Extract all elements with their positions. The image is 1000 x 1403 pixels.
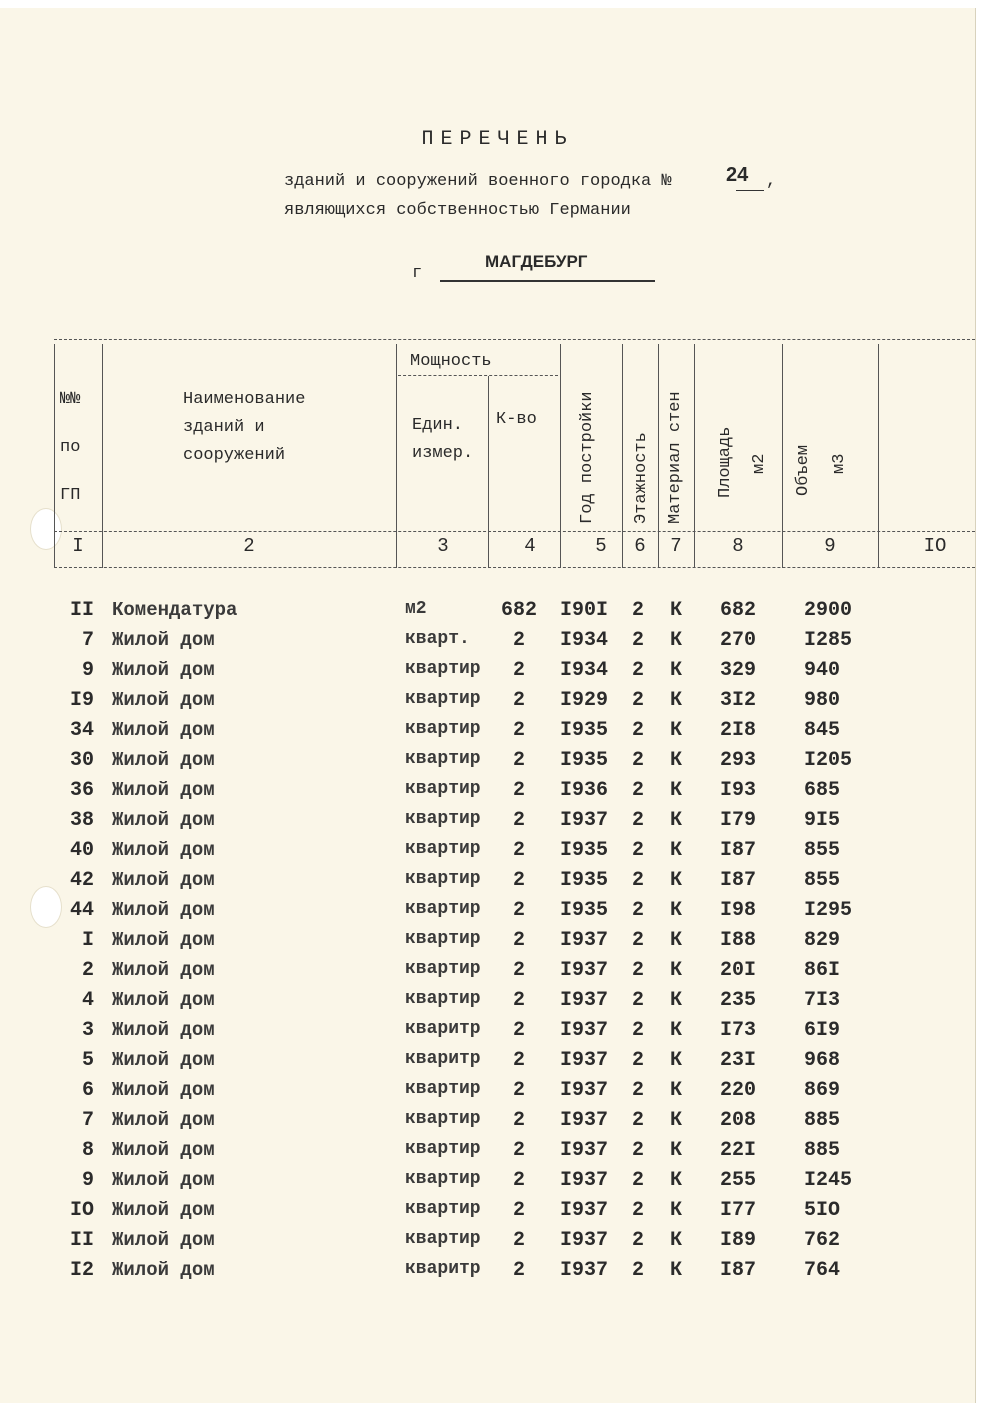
row-volume: 2900 bbox=[804, 599, 853, 622]
col-border bbox=[102, 344, 103, 568]
row-year-built: I937 bbox=[560, 1259, 609, 1282]
row-area: 293 bbox=[720, 749, 757, 772]
header-divider bbox=[54, 531, 975, 532]
column-number: 5 bbox=[595, 535, 607, 557]
row-volume: 855 bbox=[804, 869, 841, 892]
row-year-built: I936 bbox=[560, 779, 609, 802]
row-floors: 2 bbox=[632, 1199, 645, 1222]
document-title: ПЕРЕЧЕНЬ bbox=[421, 128, 574, 151]
row-gp-number: 3 bbox=[81, 1019, 94, 1042]
table-row bbox=[0, 629, 975, 659]
row-area: 3I2 bbox=[720, 689, 757, 712]
row-year-built: I937 bbox=[560, 1049, 609, 1072]
row-area: 208 bbox=[720, 1109, 757, 1132]
city-prefix: г bbox=[412, 264, 423, 283]
row-wall-material: К bbox=[670, 689, 683, 712]
row-area: I79 bbox=[720, 809, 757, 832]
row-gp-number: 5 bbox=[81, 1049, 94, 1072]
row-volume: 968 bbox=[804, 1049, 841, 1072]
row-area: I87 bbox=[720, 869, 757, 892]
row-unit: кваритр bbox=[405, 1019, 481, 1039]
row-unit: квартир bbox=[405, 1229, 481, 1249]
row-volume: 762 bbox=[804, 1229, 841, 1252]
row-floors: 2 bbox=[632, 1169, 645, 1192]
row-quantity: 2 bbox=[512, 1079, 525, 1102]
document-subtitle-line1: зданий и сооружений военного городка № bbox=[284, 172, 672, 191]
header-area: Площадь bbox=[716, 426, 735, 498]
row-gp-number: 9 bbox=[81, 659, 94, 682]
row-quantity: 2 bbox=[512, 1259, 525, 1282]
row-volume: 7I3 bbox=[804, 989, 841, 1012]
table-row bbox=[0, 599, 975, 629]
header-name: Наименование зданий и сооружений bbox=[183, 390, 306, 465]
town-number-underline bbox=[736, 190, 764, 191]
row-wall-material: К bbox=[670, 809, 683, 832]
row-floors: 2 bbox=[632, 659, 645, 682]
row-gp-number: IO bbox=[69, 1199, 94, 1222]
row-quantity: 2 bbox=[512, 749, 525, 772]
row-quantity: 2 bbox=[512, 899, 525, 922]
row-gp-number: I9 bbox=[69, 689, 94, 712]
row-volume: 9I5 bbox=[804, 809, 841, 832]
header-num: №№ по ГП bbox=[60, 390, 81, 505]
row-quantity: 2 bbox=[512, 629, 525, 652]
row-year-built: I937 bbox=[560, 1199, 609, 1222]
row-quantity: 2 bbox=[512, 659, 525, 682]
row-year-built: I937 bbox=[560, 1079, 609, 1102]
row-year-built: I929 bbox=[560, 689, 609, 712]
row-unit: квартир bbox=[405, 959, 481, 979]
row-wall-material: К bbox=[670, 959, 683, 982]
header-qty: К-во bbox=[496, 410, 537, 429]
row-volume: 869 bbox=[804, 1079, 841, 1102]
row-volume: I285 bbox=[804, 629, 853, 652]
row-area: I87 bbox=[720, 839, 757, 862]
row-floors: 2 bbox=[632, 1229, 645, 1252]
row-quantity: 2 bbox=[512, 779, 525, 802]
row-unit: квартир bbox=[405, 809, 481, 829]
row-year-built: I937 bbox=[560, 1229, 609, 1252]
row-quantity: 2 bbox=[512, 869, 525, 892]
row-unit: квартир bbox=[405, 1109, 481, 1129]
column-number: I bbox=[72, 535, 84, 557]
table-row bbox=[0, 1199, 975, 1229]
row-wall-material: К bbox=[670, 1259, 683, 1282]
row-floors: 2 bbox=[632, 599, 645, 622]
table-row bbox=[0, 1229, 975, 1259]
row-building-name: Жилой дом bbox=[112, 1019, 215, 1041]
row-wall-material: К bbox=[670, 1019, 683, 1042]
row-unit: квартир bbox=[405, 869, 481, 889]
row-area: I89 bbox=[720, 1229, 757, 1252]
header-floors: Этажность bbox=[632, 432, 651, 524]
row-quantity: 2 bbox=[512, 719, 525, 742]
row-floors: 2 bbox=[632, 779, 645, 802]
row-year-built: I935 bbox=[560, 749, 609, 772]
row-wall-material: К bbox=[670, 749, 683, 772]
row-building-name: Жилой дом bbox=[112, 1079, 215, 1101]
row-floors: 2 bbox=[632, 749, 645, 772]
row-wall-material: К bbox=[670, 1109, 683, 1132]
header-volume: Объем bbox=[794, 444, 813, 496]
row-floors: 2 bbox=[632, 1109, 645, 1132]
table-row bbox=[0, 869, 975, 899]
row-volume: 940 bbox=[804, 659, 841, 682]
table-row bbox=[0, 1079, 975, 1109]
row-gp-number: 9 bbox=[81, 1169, 94, 1192]
table-header-bottom bbox=[54, 567, 975, 568]
row-wall-material: К bbox=[670, 869, 683, 892]
row-unit: кваритр bbox=[405, 1259, 481, 1279]
row-quantity: 682 bbox=[500, 599, 537, 622]
row-quantity: 2 bbox=[512, 689, 525, 712]
row-volume: 5IO bbox=[804, 1199, 841, 1222]
row-area: 255 bbox=[720, 1169, 757, 1192]
row-gp-number: 30 bbox=[69, 749, 94, 772]
table-row bbox=[0, 749, 975, 779]
row-unit: квартир bbox=[405, 1199, 481, 1219]
col-border bbox=[560, 344, 561, 568]
row-area: 23I bbox=[720, 1049, 757, 1072]
row-area: 22I bbox=[720, 1139, 757, 1162]
row-year-built: I937 bbox=[560, 809, 609, 832]
table-row bbox=[0, 839, 975, 869]
header-area-unit: м2 bbox=[750, 453, 769, 474]
column-number: IO bbox=[923, 535, 947, 557]
row-wall-material: К bbox=[670, 839, 683, 862]
row-area: I88 bbox=[720, 929, 757, 952]
column-number: 6 bbox=[634, 535, 646, 557]
row-quantity: 2 bbox=[512, 809, 525, 832]
row-building-name: Жилой дом bbox=[112, 1109, 215, 1131]
table-row bbox=[0, 899, 975, 929]
row-wall-material: К bbox=[670, 719, 683, 742]
table-row bbox=[0, 989, 975, 1019]
row-building-name: Жилой дом bbox=[112, 1169, 215, 1191]
row-area: I87 bbox=[720, 1259, 757, 1282]
row-gp-number: 7 bbox=[81, 629, 94, 652]
row-building-name: Жилой дом bbox=[112, 1049, 215, 1071]
row-year-built: I937 bbox=[560, 1109, 609, 1132]
row-floors: 2 bbox=[632, 719, 645, 742]
row-area: 2I8 bbox=[720, 719, 757, 742]
city-underline bbox=[440, 280, 655, 282]
table-row bbox=[0, 689, 975, 719]
row-wall-material: К bbox=[670, 629, 683, 652]
row-unit: кварт. bbox=[405, 629, 470, 649]
row-building-name: Жилой дом bbox=[112, 689, 215, 711]
column-number: 8 bbox=[732, 535, 744, 557]
row-floors: 2 bbox=[632, 689, 645, 712]
row-quantity: 2 bbox=[512, 1199, 525, 1222]
table-top-border bbox=[54, 339, 975, 340]
col-border bbox=[396, 344, 397, 568]
header-capacity: Мощность bbox=[410, 352, 492, 371]
row-building-name: Жилой дом bbox=[112, 779, 215, 801]
row-unit: квартир bbox=[405, 1079, 481, 1099]
row-building-name: Жилой дом bbox=[112, 1139, 215, 1161]
row-volume: 885 bbox=[804, 1139, 841, 1162]
row-wall-material: К bbox=[670, 659, 683, 682]
table-row bbox=[0, 1109, 975, 1139]
row-floors: 2 bbox=[632, 929, 645, 952]
table-row bbox=[0, 779, 975, 809]
row-gp-number: I bbox=[81, 929, 94, 952]
row-gp-number: 36 bbox=[69, 779, 94, 802]
row-wall-material: К bbox=[670, 1229, 683, 1252]
row-building-name: Жилой дом bbox=[112, 869, 215, 891]
row-volume: I245 bbox=[804, 1169, 853, 1192]
row-building-name: Комендатура bbox=[112, 599, 238, 621]
row-unit: квартир bbox=[405, 839, 481, 859]
row-unit: квартир bbox=[405, 779, 481, 799]
row-floors: 2 bbox=[632, 1139, 645, 1162]
col-border bbox=[54, 344, 55, 568]
row-volume: I295 bbox=[804, 899, 853, 922]
row-year-built: I937 bbox=[560, 989, 609, 1012]
row-gp-number: 38 bbox=[69, 809, 94, 832]
row-floors: 2 bbox=[632, 1019, 645, 1042]
table-row bbox=[0, 1169, 975, 1199]
row-gp-number: 4 bbox=[81, 989, 94, 1012]
row-floors: 2 bbox=[632, 899, 645, 922]
row-area: I77 bbox=[720, 1199, 757, 1222]
row-quantity: 2 bbox=[512, 959, 525, 982]
row-floors: 2 bbox=[632, 839, 645, 862]
row-volume: 86I bbox=[804, 959, 841, 982]
row-building-name: Жилой дом bbox=[112, 989, 215, 1011]
row-building-name: Жилой дом bbox=[112, 1229, 215, 1251]
row-quantity: 2 bbox=[512, 839, 525, 862]
row-floors: 2 bbox=[632, 629, 645, 652]
row-gp-number: 40 bbox=[69, 839, 94, 862]
row-wall-material: К bbox=[670, 899, 683, 922]
row-volume: 980 bbox=[804, 689, 841, 712]
row-area: I98 bbox=[720, 899, 757, 922]
row-year-built: I934 bbox=[560, 629, 609, 652]
row-wall-material: К bbox=[670, 1079, 683, 1102]
row-volume: 885 bbox=[804, 1109, 841, 1132]
row-quantity: 2 bbox=[512, 989, 525, 1012]
row-floors: 2 bbox=[632, 989, 645, 1012]
row-building-name: Жилой дом bbox=[112, 899, 215, 921]
row-year-built: I937 bbox=[560, 1139, 609, 1162]
table-row bbox=[0, 1019, 975, 1049]
row-building-name: Жилой дом bbox=[112, 929, 215, 951]
row-wall-material: К bbox=[670, 1139, 683, 1162]
row-unit: кваритр bbox=[405, 1049, 481, 1069]
table-row bbox=[0, 929, 975, 959]
header-volume-unit: м3 bbox=[830, 453, 849, 474]
row-area: 329 bbox=[720, 659, 757, 682]
row-floors: 2 bbox=[632, 869, 645, 892]
row-building-name: Жилой дом bbox=[112, 629, 215, 651]
row-floors: 2 bbox=[632, 1259, 645, 1282]
column-number: 7 bbox=[670, 535, 682, 557]
row-year-built: I935 bbox=[560, 719, 609, 742]
city-name: МАГДЕБУРГ bbox=[485, 252, 588, 271]
table-row bbox=[0, 1139, 975, 1169]
row-year-built: I937 bbox=[560, 1019, 609, 1042]
row-gp-number: I2 bbox=[69, 1259, 94, 1282]
row-wall-material: К bbox=[670, 989, 683, 1012]
row-quantity: 2 bbox=[512, 929, 525, 952]
row-gp-number: 8 bbox=[81, 1139, 94, 1162]
row-building-name: Жилой дом bbox=[112, 749, 215, 771]
row-gp-number: 44 bbox=[69, 899, 94, 922]
row-gp-number: 6 bbox=[81, 1079, 94, 1102]
row-wall-material: К bbox=[670, 779, 683, 802]
row-year-built: I935 bbox=[560, 899, 609, 922]
row-floors: 2 bbox=[632, 1079, 645, 1102]
row-wall-material: К bbox=[670, 929, 683, 952]
row-gp-number: 2 bbox=[81, 959, 94, 982]
row-building-name: Жилой дом bbox=[112, 809, 215, 831]
table-row bbox=[0, 659, 975, 689]
row-unit: квартир bbox=[405, 749, 481, 769]
row-gp-number: II bbox=[69, 599, 94, 622]
row-unit: квартир bbox=[405, 1169, 481, 1189]
table-row bbox=[0, 1049, 975, 1079]
row-gp-number: 42 bbox=[69, 869, 94, 892]
row-volume: I205 bbox=[804, 749, 853, 772]
row-building-name: Жилой дом bbox=[112, 959, 215, 981]
row-area: I73 bbox=[720, 1019, 757, 1042]
row-volume: 855 bbox=[804, 839, 841, 862]
row-wall-material: К bbox=[670, 1199, 683, 1222]
row-volume: 764 bbox=[804, 1259, 841, 1282]
row-unit: квартир bbox=[405, 689, 481, 709]
row-year-built: I937 bbox=[560, 959, 609, 982]
header-year: Год постройки bbox=[578, 391, 597, 524]
row-building-name: Жилой дом bbox=[112, 1259, 215, 1281]
row-gp-number: II bbox=[69, 1229, 94, 1252]
row-building-name: Жилой дом bbox=[112, 659, 215, 681]
row-unit: квартир bbox=[405, 659, 481, 679]
row-wall-material: К bbox=[670, 599, 683, 622]
column-number: 9 bbox=[824, 535, 836, 557]
row-quantity: 2 bbox=[512, 1229, 525, 1252]
document-subtitle-line2: являющихся собственностью Германии bbox=[284, 201, 631, 220]
row-quantity: 2 bbox=[512, 1019, 525, 1042]
column-number: 4 bbox=[524, 535, 536, 557]
row-year-built: I937 bbox=[560, 1169, 609, 1192]
col-border bbox=[782, 344, 783, 568]
town-number: 24 bbox=[726, 164, 749, 186]
row-gp-number: 34 bbox=[69, 719, 94, 742]
row-floors: 2 bbox=[632, 959, 645, 982]
row-year-built: I90I bbox=[560, 599, 609, 622]
row-building-name: Жилой дом bbox=[112, 839, 215, 861]
row-unit: м2 bbox=[405, 599, 427, 619]
row-building-name: Жилой дом bbox=[112, 1199, 215, 1221]
row-quantity: 2 bbox=[512, 1169, 525, 1192]
header-unit: Един. измер. bbox=[412, 416, 474, 463]
row-unit: квартир bbox=[405, 719, 481, 739]
col-border bbox=[878, 344, 879, 568]
row-unit: квартир bbox=[405, 989, 481, 1009]
table-row bbox=[0, 809, 975, 839]
row-gp-number: 7 bbox=[81, 1109, 94, 1132]
row-quantity: 2 bbox=[512, 1139, 525, 1162]
row-unit: квартир bbox=[405, 929, 481, 949]
column-number: 3 bbox=[437, 535, 449, 557]
row-year-built: I935 bbox=[560, 839, 609, 862]
row-floors: 2 bbox=[632, 1049, 645, 1072]
row-unit: квартир bbox=[405, 1139, 481, 1159]
row-area: 682 bbox=[720, 599, 757, 622]
row-area: 235 bbox=[720, 989, 757, 1012]
row-year-built: I937 bbox=[560, 929, 609, 952]
row-volume: 6I9 bbox=[804, 1019, 841, 1042]
subtitle-comma: , bbox=[766, 172, 777, 191]
row-year-built: I935 bbox=[560, 869, 609, 892]
column-number: 2 bbox=[243, 535, 255, 557]
col-border bbox=[488, 376, 489, 568]
table-row bbox=[0, 1259, 975, 1289]
row-area: 20I bbox=[720, 959, 757, 982]
row-volume: 685 bbox=[804, 779, 841, 802]
row-wall-material: К bbox=[670, 1049, 683, 1072]
document-sheet bbox=[0, 8, 976, 1403]
row-volume: 845 bbox=[804, 719, 841, 742]
row-quantity: 2 bbox=[512, 1109, 525, 1132]
row-floors: 2 bbox=[632, 809, 645, 832]
row-building-name: Жилой дом bbox=[112, 719, 215, 741]
row-wall-material: К bbox=[670, 1169, 683, 1192]
row-area: 270 bbox=[720, 629, 757, 652]
row-area: I93 bbox=[720, 779, 757, 802]
row-area: 220 bbox=[720, 1079, 757, 1102]
row-volume: 829 bbox=[804, 929, 841, 952]
row-year-built: I934 bbox=[560, 659, 609, 682]
row-unit: квартир bbox=[405, 899, 481, 919]
table-row bbox=[0, 959, 975, 989]
table-row bbox=[0, 719, 975, 749]
row-quantity: 2 bbox=[512, 1049, 525, 1072]
header-material: Материал стен bbox=[666, 391, 685, 524]
